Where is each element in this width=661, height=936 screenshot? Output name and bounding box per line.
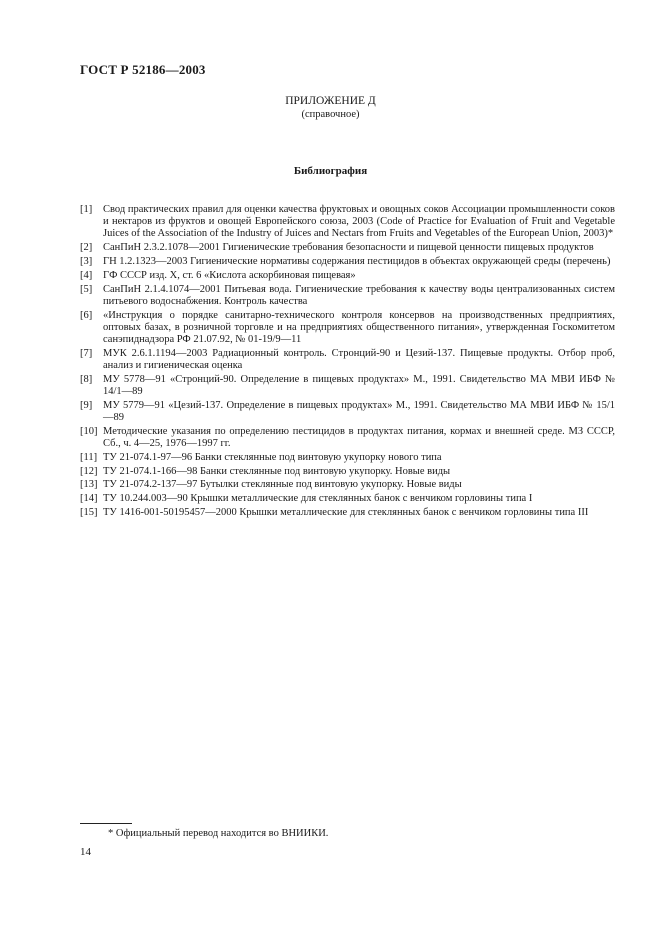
item-text: МУ 5778—91 «Стронций-90. Определение в пищевых продуктах» М., 1991. Свидетельство МА МВИ ИБФ № 14/1—89: [103, 373, 615, 397]
item-text: ТУ 1416-001-50195457—2000 Крышки металлические для стеклянных банок с венчиком горловины типа III: [103, 506, 589, 518]
item-text: МУК 2.6.1.1194—2003 Радиационный контроль. Стронций-90 и Цезий-137. Пищевые продукты. Отбор проб, анализ и гигиеническая оценка: [103, 347, 615, 371]
bibliography-item: [80, 493, 615, 505]
item-number: [13]: [80, 479, 98, 491]
bibliography-item: [80, 242, 615, 254]
footnote: * Официальный перевод находится во ВНИИКИ.: [108, 828, 329, 839]
item-number: [5]: [80, 283, 93, 295]
item-text: «Инструкция о порядке санитарно-технического контроля консервов на производственных предприятиях, оптовых базах, в розничной торговле и на предприятиях общественного питания», утвержденная Госкомитетом санэпиднадзора РФ 21.07.92, № 01-19/9—11: [103, 309, 615, 345]
item-number: [12]: [80, 465, 98, 477]
item-number: [1]: [80, 204, 93, 215]
item-text: ГФ СССР изд. X, ст. 6 «Кислота аскорбиновая пищевая»: [103, 269, 356, 281]
bibliography-item: [80, 400, 615, 424]
item-text: ТУ 21-074.1-97—96 Банки стеклянные под винтовую укупорку нового типа: [103, 451, 442, 463]
item-text: ТУ 21-074.2-137—97 Бутылки стеклянные под винтовую укупорку. Новые виды: [103, 479, 462, 491]
item-text: ТУ 10.244.003—90 Крышки металлические для стеклянных банок с венчиком горловины типа I: [103, 493, 533, 505]
bibliography-item: [80, 270, 615, 282]
item-number: [8]: [80, 373, 93, 385]
item-text: СанПиН 2.3.2.1078—2001 Гигиенические требования безопасности и пищевой ценности пищевых продуктов: [103, 242, 594, 254]
item-number: [7]: [80, 347, 93, 359]
item-text: МУ 5779—91 «Цезий-137. Определение в пищевых продуктах» М., 1991. Свидетельство МА МВИ ИБФ № 15/1—89: [103, 399, 615, 423]
item-number: [4]: [80, 269, 93, 281]
appendix-label: ПРИЛОЖЕНИЕ Д: [285, 95, 376, 107]
item-number: [14]: [80, 493, 98, 505]
bibliography-item: [80, 374, 615, 398]
footnote-divider: [80, 823, 132, 824]
item-number: [9]: [80, 399, 93, 411]
item-text: ТУ 21-074.1-166—98 Банки стеклянные под винтовую укупорку. Новые виды: [103, 465, 451, 477]
item-number: [15]: [80, 506, 98, 518]
item-text: СанПиН 2.1.4.1074—2001 Питьевая вода. Гигиенические требования к качеству воды централизованных систем питьевого водоснабжения. Контроль качества: [103, 283, 615, 307]
item-number: [3]: [80, 256, 93, 267]
bibliography-item: [80, 507, 615, 519]
bibliography-item: [80, 426, 615, 450]
standard-designation: ГОСТ Р 52186—2003: [80, 62, 206, 77]
bibliography-item: [80, 466, 615, 478]
bibliography-item: [80, 256, 615, 268]
item-number: [2]: [80, 242, 93, 254]
bibliography-item: [80, 452, 615, 464]
bibliography-item: [80, 284, 615, 308]
appendix-note: (справочное): [301, 109, 360, 120]
item-text: Свод практических правил для оценки качества фруктовых и овощных соков Ассоциации промышленности соков и нектаров из фруктов и овощей Европейского союза, 2003 (Code of Practice for Evaluation of Fruit and Vegetable Juices of the Association of the Industry of Juices and Nectars from Fruits and Vegetables of the European Union, 2003)*: [103, 204, 615, 240]
item-number: [11]: [80, 451, 98, 463]
page-number: 14: [80, 846, 91, 858]
bibliography-title: Библиография: [293, 165, 368, 177]
item-text: Методические указания по определению пестицидов в продуктах питания, кормах и внешней среде. МЗ СССР, Сб., ч. 4—25, 1976—1997 гг.: [103, 425, 615, 449]
item-number: [6]: [80, 309, 93, 321]
bibliography-item: [80, 479, 615, 491]
item-text: ГН 1.2.1323—2003 Гигиенические нормативы содержания пестицидов в объектах окружающей среды (перечень): [103, 256, 611, 267]
bibliography-item: [80, 310, 615, 347]
bibliography-list: [80, 204, 615, 521]
bibliography-item: [80, 348, 615, 372]
item-number: [10]: [80, 425, 98, 437]
appendix-heading: [0, 94, 661, 122]
bibliography-item: [80, 204, 615, 241]
